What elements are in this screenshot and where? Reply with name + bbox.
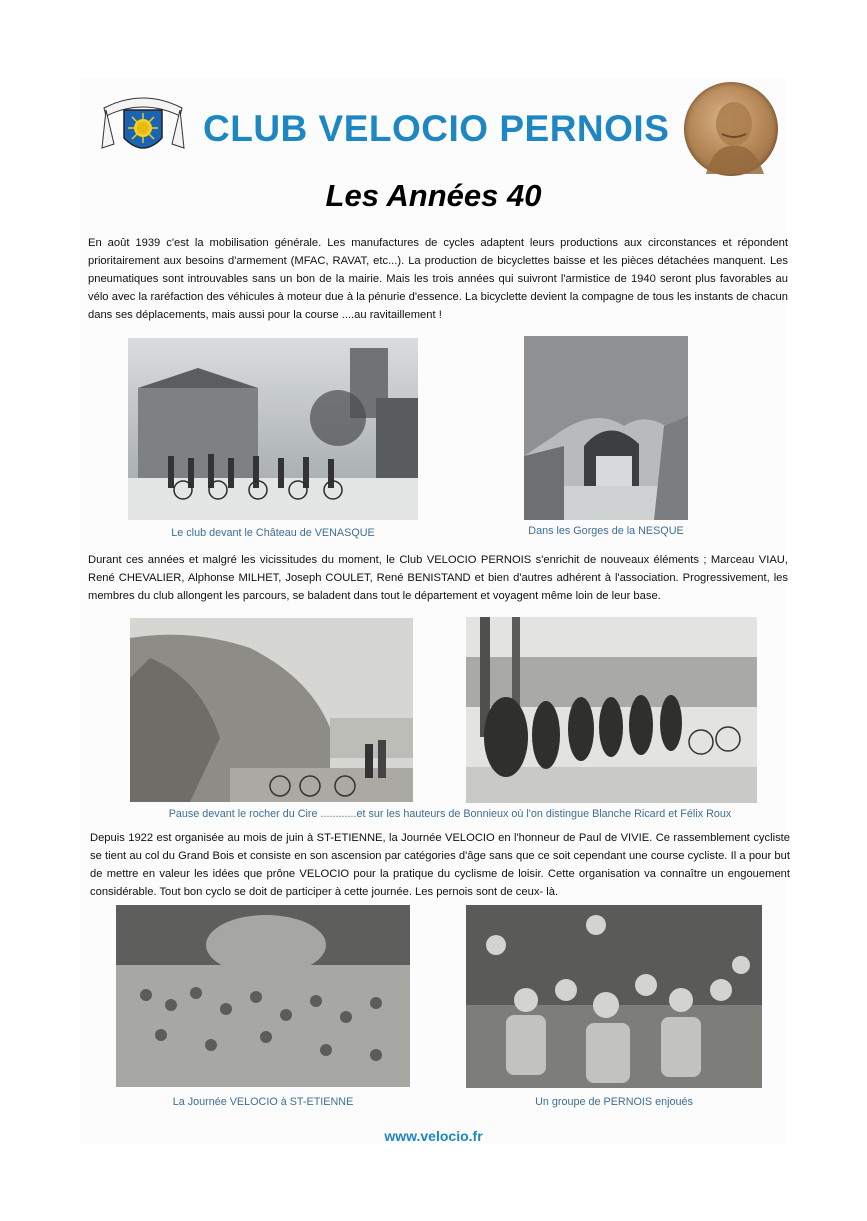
members-paragraph: Durant ces années et malgré les vicissitudes du moment, le Club VELOCIO PERNOIS s'enrichit de nouveaux éléments ; Marceau VIAU, René CHEVALIER, Alphonse MILHET, Joseph COULET, René BENISTAND et bien d'autres adhérent à l'association. Progressivement, les membres du club allongent les parcours, se baladent dans tout le département et voyagent même loin de leur base. <box>88 554 788 602</box>
website-url-link[interactable]: www.velocio.fr <box>384 1128 483 1144</box>
st-etienne-crowd-photo <box>116 905 410 1087</box>
velocio-portrait-medal <box>684 82 778 176</box>
st-etienne-caption: La Journée VELOCIO à ST-ETIENNE <box>172 1096 354 1108</box>
bonnieux-group-photo <box>466 617 757 803</box>
pernois-group-photo <box>466 905 762 1088</box>
club-name-title: CLUB VELOCIO PERNOIS <box>203 108 670 149</box>
intro-paragraph: En août 1939 c'est la mobilisation générale. Les manufactures de cycles adaptent leurs productions aux circonstances et répondent prioritairement aux besoins d'armement (MFAC, RAVAT, etc...). La production de bicyclettes baisse et les pièces détachées manquent. Les pneumatiques sont introuvables sans un bon de la mairie. Mais les trois années qui suivront l'armistice de 1940 seront plus favorables au vélo avec la raréfaction des véhicules à moteur due à la pénurie d'essence. La bicyclette devient la compagne de tous les instants de chacun dans ses déplacements, mais aussi pour la course ....au ravitaillement ! <box>88 237 788 321</box>
nesque-caption: Dans les Gorges de la NESQUE <box>528 525 684 537</box>
page-title: Les Années 40 <box>325 178 542 213</box>
cire-rock-photo <box>130 618 413 802</box>
nesque-gorges-photo <box>524 336 688 520</box>
journee-velocio-paragraph: Depuis 1922 est organisée au mois de juin à ST-ETIENNE, la Journée VELOCIO en l'honneur de Paul de VIVIE. Ce rassemblement cycliste se tient au col du Grand Bois et consiste en son ascension par catégories d'âge sans que ce soit cependant une course cycliste. Il a pour but de mettre en valeur les idées que prône VELOCIO pour la pratique du cyclisme de loisir. Cette organisation va connaître un engouement considérable. Tout bon cyclo se doit de participer à cette journée. Les pernois sont de ceux- là. <box>90 832 790 898</box>
club-crest-logo <box>100 86 186 162</box>
venasque-castle-photo <box>128 338 418 520</box>
venasque-caption: Le club devant le Château de VENASQUE <box>171 527 375 539</box>
pernois-caption: Un groupe de PERNOIS enjoués <box>535 1096 693 1108</box>
cire-bonnieux-caption: Pause devant le rocher du Cire ............et sur les hauteurs de Bonnieux où l'on distingue Blanche Ricard et Félix Roux <box>168 808 732 820</box>
